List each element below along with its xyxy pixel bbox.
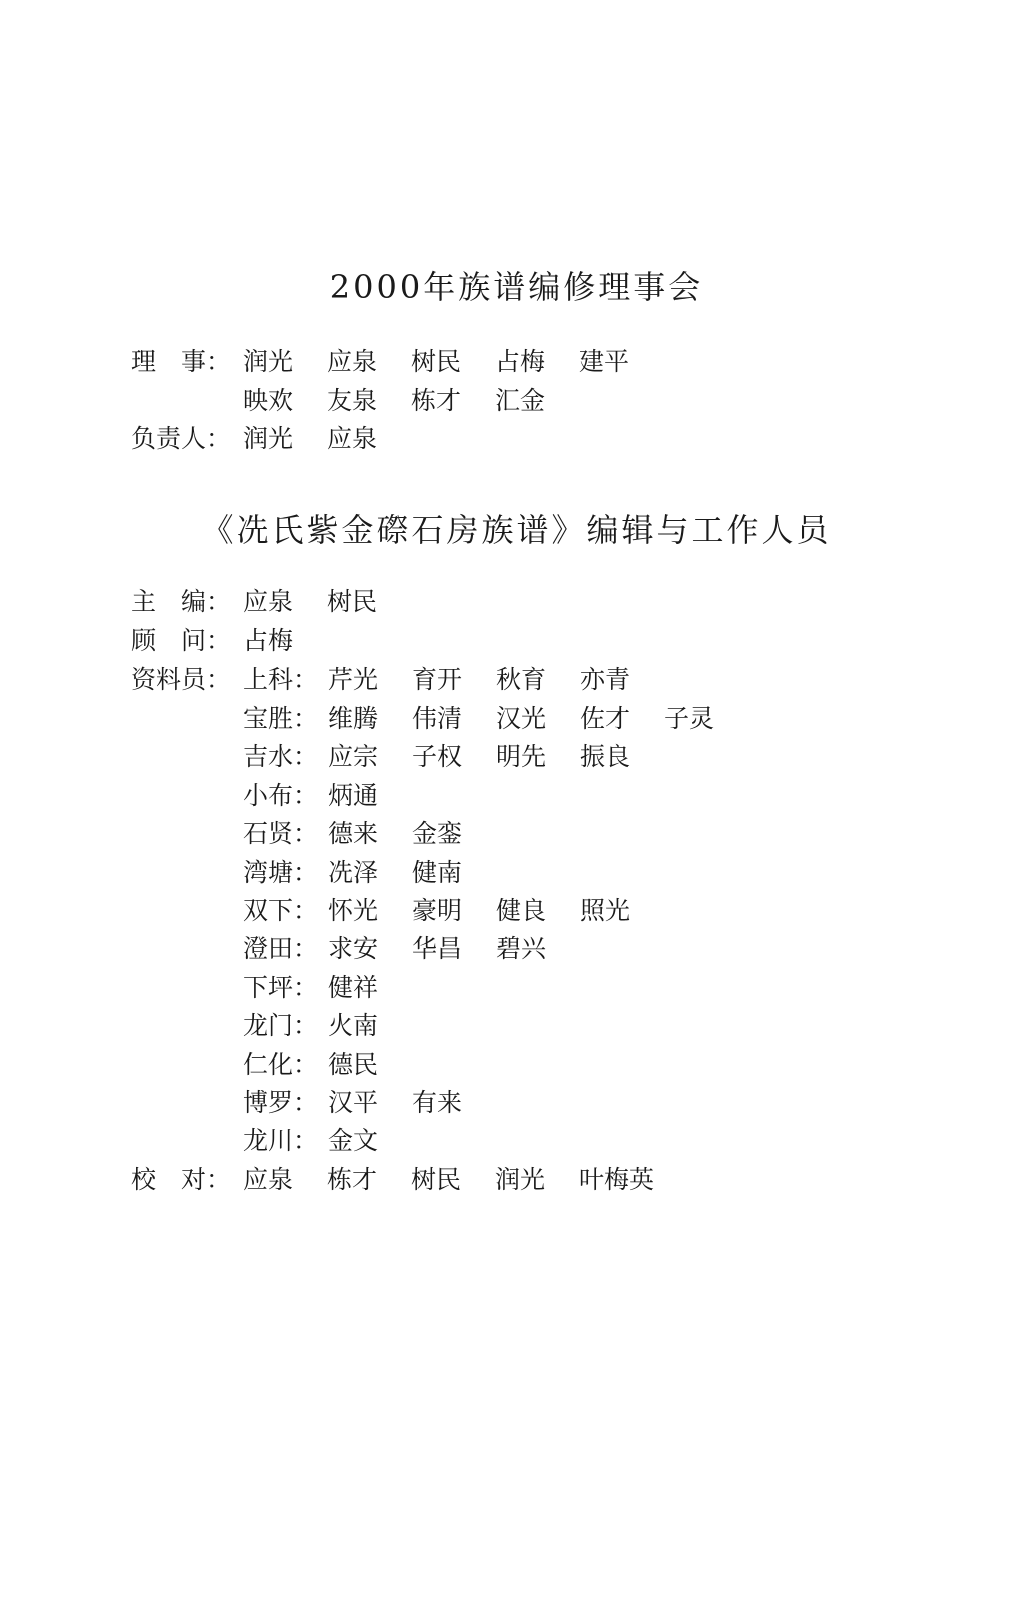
staff-title: 《冼氏紫金磜石房族谱》编辑与工作人员 xyxy=(201,511,832,549)
name: 应泉 xyxy=(327,347,378,376)
name: 德来 xyxy=(328,819,379,848)
name: 佐才 xyxy=(580,704,631,733)
name: 有来 xyxy=(412,1088,463,1117)
materials-names xyxy=(328,740,664,774)
materials-place: 下坪： xyxy=(243,973,319,1002)
name: 应宗 xyxy=(328,742,379,771)
advisor-label: 顾 问： xyxy=(131,626,232,655)
materials-place: 博罗： xyxy=(243,1088,319,1117)
name: 健祥 xyxy=(328,973,379,1002)
materials-names xyxy=(328,971,412,1005)
name: 占梅 xyxy=(243,626,294,655)
materials-names xyxy=(328,1086,496,1120)
materials-place: 石贤： xyxy=(243,819,319,848)
name: 映欢 xyxy=(243,386,294,415)
name: 润光 xyxy=(243,424,294,453)
name: 建平 xyxy=(579,347,630,376)
materials-place: 仁化： xyxy=(243,1050,319,1079)
name: 豪明 xyxy=(412,896,463,925)
name: 碧兴 xyxy=(496,934,547,963)
name: 芹光 xyxy=(328,665,379,694)
name: 树民 xyxy=(327,587,378,616)
name: 维腾 xyxy=(328,704,379,733)
name: 汇金 xyxy=(495,386,546,415)
materials-place: 双下： xyxy=(243,896,319,925)
name: 怀光 xyxy=(328,896,379,925)
name: 树民 xyxy=(411,1165,462,1194)
materials-names xyxy=(328,1009,412,1043)
materials-place: 澄田： xyxy=(243,934,319,963)
materials-place: 龙门： xyxy=(243,1011,319,1040)
materials-names xyxy=(328,702,748,736)
name: 亦青 xyxy=(580,665,631,694)
name: 德民 xyxy=(328,1050,379,1079)
name: 育开 xyxy=(412,665,463,694)
proofread-label: 校 对： xyxy=(131,1165,232,1194)
name: 栋才 xyxy=(327,1165,378,1194)
materials-names xyxy=(328,932,580,966)
name: 占梅 xyxy=(495,347,546,376)
name: 润光 xyxy=(495,1165,546,1194)
name: 求安 xyxy=(328,934,379,963)
name: 应泉 xyxy=(243,1165,294,1194)
materials-names xyxy=(328,1124,412,1158)
name: 健良 xyxy=(496,896,547,925)
council-row-names xyxy=(243,384,579,418)
name: 叶梅英 xyxy=(579,1165,655,1194)
council-row-names xyxy=(243,422,411,456)
name: 子权 xyxy=(412,742,463,771)
editor-names xyxy=(243,585,411,619)
materials-place: 上科： xyxy=(243,665,319,694)
name: 应泉 xyxy=(327,424,378,453)
materials-place: 宝胜： xyxy=(243,704,319,733)
name: 润光 xyxy=(243,347,294,376)
council-row-label: 负责人： xyxy=(131,424,232,453)
name: 火南 xyxy=(328,1011,379,1040)
materials-label: 资料员： xyxy=(131,665,232,694)
name: 子灵 xyxy=(664,704,715,733)
name: 伟清 xyxy=(412,704,463,733)
name: 冼泽 xyxy=(328,858,379,887)
materials-names xyxy=(328,779,412,813)
materials-names xyxy=(328,1048,412,1082)
name: 栋才 xyxy=(411,386,462,415)
council-title: 2000年族谱编修理事会 xyxy=(329,268,704,306)
name: 健南 xyxy=(412,858,463,887)
name: 金銮 xyxy=(412,819,463,848)
name: 华昌 xyxy=(412,934,463,963)
materials-place: 吉水： xyxy=(243,742,319,771)
editor-label: 主 编： xyxy=(131,587,232,616)
name: 金文 xyxy=(328,1126,379,1155)
proofread-names xyxy=(243,1163,663,1197)
name: 树民 xyxy=(411,347,462,376)
council-row-label: 理 事： xyxy=(131,347,232,376)
materials-place: 湾塘： xyxy=(243,858,319,887)
name: 秋育 xyxy=(496,665,547,694)
council-row-names xyxy=(243,345,663,379)
materials-names xyxy=(328,663,664,697)
advisor-names xyxy=(243,624,327,658)
name: 明先 xyxy=(496,742,547,771)
name: 友泉 xyxy=(327,386,378,415)
materials-place: 小布： xyxy=(243,781,319,810)
materials-place: 龙川： xyxy=(243,1126,319,1155)
name: 炳通 xyxy=(328,781,379,810)
materials-names xyxy=(328,817,496,851)
name: 应泉 xyxy=(243,587,294,616)
materials-names xyxy=(328,856,496,890)
materials-names xyxy=(328,894,664,928)
name: 照光 xyxy=(580,896,631,925)
name: 汉光 xyxy=(496,704,547,733)
name: 振良 xyxy=(580,742,631,771)
name: 汉平 xyxy=(328,1088,379,1117)
